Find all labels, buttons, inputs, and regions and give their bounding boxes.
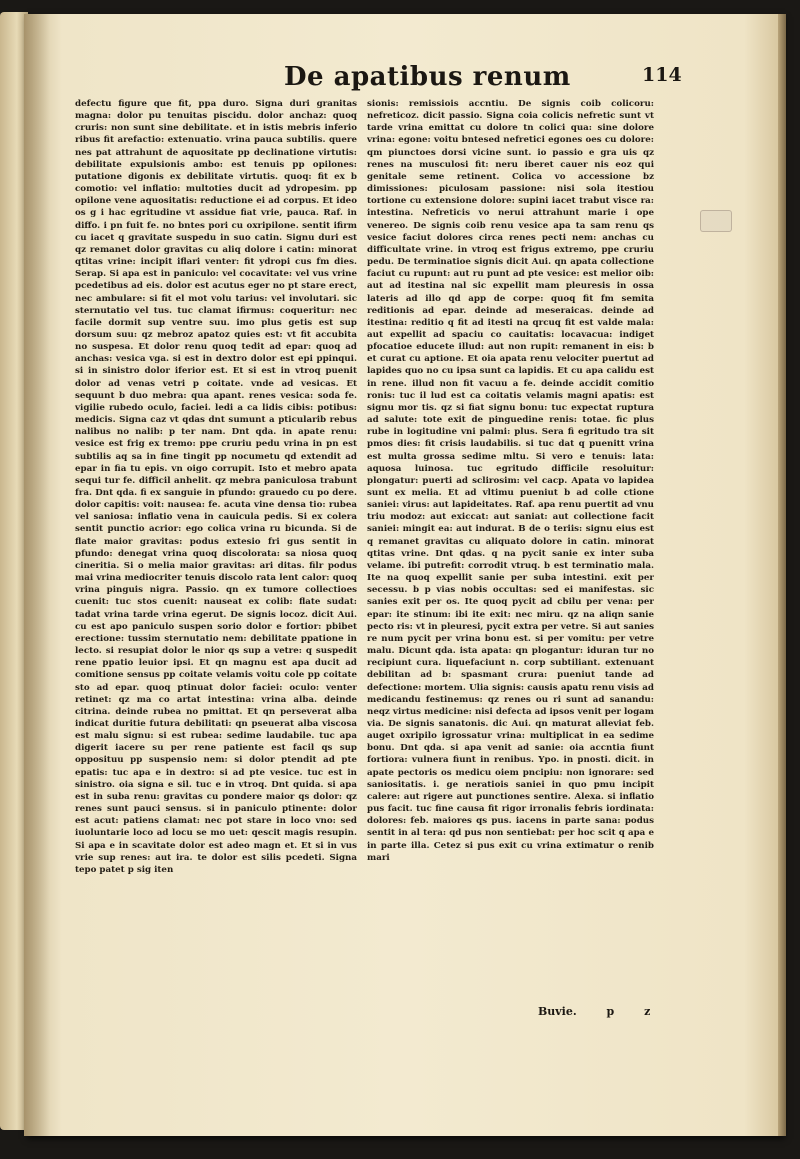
catchword: Buvie. xyxy=(538,1005,577,1018)
left-column-text: defectu figure que fit, ppa duro. Signa duri granitas magna: dolor pu tenuitas piscidu. dolor anchaz: quoq cruris: non sunt sine debilitate. et in istis mebris inferio ribus fit arefactio: extenuatio. vrina pauca subtilis. quere nes pat attrahunt de aquositate pp declinatione virtutis: debilitate expulsionis ambo: est tenuis pp opilones: putatione digonis ex debilitate virtutis. quoq: fit ex b comotio: vel inflatio: multoties ducit ad ydropesim. pp opilone vene aquositatis: reductione ei ad corpus. Et ideo os g i hac egritudine vt assidue fiat vrie, pauca. Raf. in diffo. i pn fuit fe. no bntes pori cu oxripilone. sentit ifirm cu iacet q gravitate suspedu in suo catin. Signu duri est qz remanet dolor gravitas cu aliq dolore i catin: minorat qtitas vrine: incipit iflari venter: fit ydropi cus fm dies. Serap. Si apa est in paniculo: vel cocavitate: vel vus vrine pcedetibus ad eis. dolor est acutus eger no pt stare erect, nec ambulare: si fit el mot volu tarius: vel involutari. sic sternutatio vel tus. tuc clamat ifirmus: coqueritur: nec facile dormit sup ventre suu. imo plus getis est sup dorsum suu: qz mebroz apatoz quies est: vt fit accubita no suspesa. Et dolor renu quoq tedit ad epar: quoq ad anchas: vesica vga. si est in dextro dolor est epi ppinqui. si in sinistro dolor iferior est. Et si est in vtroq puenit dolor ad venas vetri p coitate. vnde ad vesicas. Et sequunt b duo mebra: qua apant. renes vesica: soda fe. vigilie rubedo oculo, faciei. ledi a ca lidis cibis: potibus: medicis. Signa caz vt qdas dnt sumunt a pticularib rebus nalibus no nalib: p ter nam. Dnt qda. in apate renu: vesice est frig ex tremo: ppe cruriu pedu vrina in pn est subtilis aq sa in fine tingit pp nocumetu qd extendit ad epar in fia tu epis. vn oigo corrupit. Isto et mebro apata sequi tur fe. difficil anhelit. qz mebra paniculosa trabunt fra. Dnt qda. fi ex sanguie in pfundo: grauedo cu po dere. dolor capitis: voit: nausea: fe. acuta vine densa tio: rubea vel saniosa: inflatio vena in cauicula pedis. Si ex colera sentit punctio acrior: ego colica vrina ru bicunda. Si de flate maior gravitas: podus extesio fri gus sentit in pfundo: denegat vrina quoq discolorata: sa niosa quoq cineritia. Si o melia maior gravitas: ari ditas. filr podus mai vrina mediocriter tenuis discolo rata lent calor: quoq vrina pinguis nigra. Passio. qn ex tumore collectioes cuenit: tuc stos cuenit: nauseat ex colib: flate sudat: tadat vrina tarde vrina egerut. De signis locoz. dicit Aui. cu est apo paniculo suspen sorio dolor e fortior: pbibet erectione: tussim sternutatio nem: debilitate ppatione in lecto. si resupiat dolor le nior qs sup a vetre: q suspedit rene ppatio leuior ipsi. Et qn magnu est apa ducit ad comitione sensus pp coitate velamis voitu cole pp coitate sto ad epar. quoq ptinuat dolor faciei: oculo: venter retinet: qz ma co artat intestina: vrina alba. deinde citrina. deinde rubea no pmittat. Et qn perseverat alba indicat duritie futura debilitati: qn pseuerat alba viscosa est malu signu: si est rubea: sedime laudabile. tuc apa digerit iacere su per rene patiente est facil qs sup opposituu pp suspensio nem: si dolor ptendit ad pte epatis: tuc apa e in dextro: si ad pte vesice. tuc est in sinistro. oia signa e sil. tuc e in vtroq. Dnt quida. si apa est in suba renu: gravitas cu pondere maior qs dolor: qz renes sunt pauci sensus. si in paniculo ptinente: dolor est acut: patiens clamat: nec pot stare in loco vno: sed iuoluntarie loco ad locu se mo uet: qescit magis resupin. Si apa e in scavitate dolor est adeo magn et. Et si in vus vrie sup renes: aut ira. te dolor est silis pcedeti. Signa tepo patet p sig iten xyxy=(75,99,357,875)
folio-number: 114 xyxy=(642,64,682,86)
signature-mark-z: z xyxy=(644,1005,651,1018)
running-title: De apatibus renum xyxy=(284,62,571,92)
signature-mark-p: p xyxy=(606,1005,615,1018)
text-column-right xyxy=(367,98,654,998)
library-stamp xyxy=(700,210,732,232)
page-gutter-shadow xyxy=(24,14,50,1136)
text-column-left xyxy=(75,98,357,933)
right-column-text: sionis: remissiois accntiu. De signis coib colicoru: nefreticoz. dicit passio. Signa coia colicis nefretic sunt vt tarde vrina emittat cu dolore tn colici qua: sine dolore vrina: egone: voitu bntesed nefretici egones oes cu dolore: qm piunctoes dorsi vicine sunt. io passio e gra uis qz renes na musculosi fit: neru iberet cauer nis eoz qui genitale seme retinent. Colica vo accessione bz dimissiones: piculosam passione: nisi sola itestiou tortione cu extensione dolore: supini iacet trabut visce ra: intestina. Nefreticis vo nerui attrahunt marie i ope venereo. De signis coib renu vesice apa ta sam renu qs vesice faciut dolores circa renes pecti nem: anchas cu difficultate vrine. in vtroq est frigus extremo, ppe cruriu pedu. De terminatioe signis dicit Aui. qn apata collectione faciut cu rupunt: aut ru punt ad pte vesice: est melior oib: aut ad itestina nal sic expellit mam pleuresis in ossa lateris ad illo qd app de corpe: quoq fit fm semita reditionis ad epar. deinde ad meseraicas. deinde ad itestina: reditio q fit ad itesti na qrcuq fit est valde mala: aut expellit ad spaciu co cauitatis: locavacua: indiget pfocatioe educete illud: aut non rupit: remanent in eis: b et curat cu aptione. Et oia apata renu velociter puertut ad lapides quo no cu ipsa sunt ca lapidis. Et cu apa calidu est in rene. illud non fit vacuu a fe. deinde accidit comitio ronis: tuc il lud est ca coitatis velamis magni apatis: est signu mor tis. qz si fiat signu bonu: tuc expectat ruptura ad salute: tote exit de pinguedine renis: totae. fic plus rube in logitudine vni palmi: plus. Sera fi egritudo tra sit pmos dies: fit crisis laudabilis. si tuc dat q puenitt vrina est multa grossa sedime mltu. Si vero e tenuis: lata: aquosa luinosa. tuc egritudo difficile resoluitur: plongatur: puerti ad sclirosim: vel cacp. Apata vo lapidea sunt ex melia. Et ad vltimu pueniut b ad colle ctione saniei: virus: aut lapideitates. Raf. apa renu puertit ad vnu triu modoz: aut exiccat: aut saniat: aut collectione facit saniei: mingit ea: aut indurat. B de o teriis: signu eius est q remanet gravitas cu aliquato dolore in catin. minorat qtitas vrine. Dnt qdas. q na pycit sanie ex inter suba velame. ibi putrefit: corrodit vtruq. b est terminatio mala. Ite na quoq expellit sanie per suba intestini. exit per secessu. b p vias nobis occultas: sed ei manifestas. sic sanies exit per os. Ite quoq pycit ad cbilu per vena: per epar: ite stinum: ibi ite exit: nec miru. qz na aliqn sanie pecto ris: vt in pleuresi, pycit extra per vetre. Si aut sanies re num pycit per vrina bonu est. si per vomitu: per vetre malu. Dicunt qda. ista apata: qn plogantur: iduran tur no recipiunt cura. liquefaciunt n. corp subtiliant. extenuant debilitan ad b: spasmant crura: pueniut tande ad defectione: mortem. Ulia signis: causis apatu renu visis ad medicandu festinemus: qz renes ou ri sunt ad sanandu: neqz virtus medicine: nisi defecta ad ipsos venit per logam via. De signis sanatonis. dic Aui. qn maturat alleviat feb. auget oxripilo igrossatur vrina: multiplicat in ea sedime bonu. Dnt qda. si apa venit ad sanie: oia accntia fiunt fortiora: vulnera fiunt in renibus. Ypo. in pnosti. dicit. in apate pectoris os medicu oiem pncipiu: non ignorare: sed saniositatis. i. ge neratiois saniei in quo pmu incipit calere: aut rigere aut punctiones sentire. Alexa. si inflatio pus facit. tuc fine causa fit rigor irronalis febris iordinata: dolores: feb. maiores qs pus. iacens in parte sana: podus sentit in al tera: qd pus non sentiebat: per hoc scit q apa e in parte illa. Cetez si pus exit cu vrina extimatur o renib mari xyxy=(367,99,654,863)
signature-line xyxy=(538,1005,676,1018)
running-header xyxy=(280,62,682,102)
page-fore-edge xyxy=(778,14,786,1136)
